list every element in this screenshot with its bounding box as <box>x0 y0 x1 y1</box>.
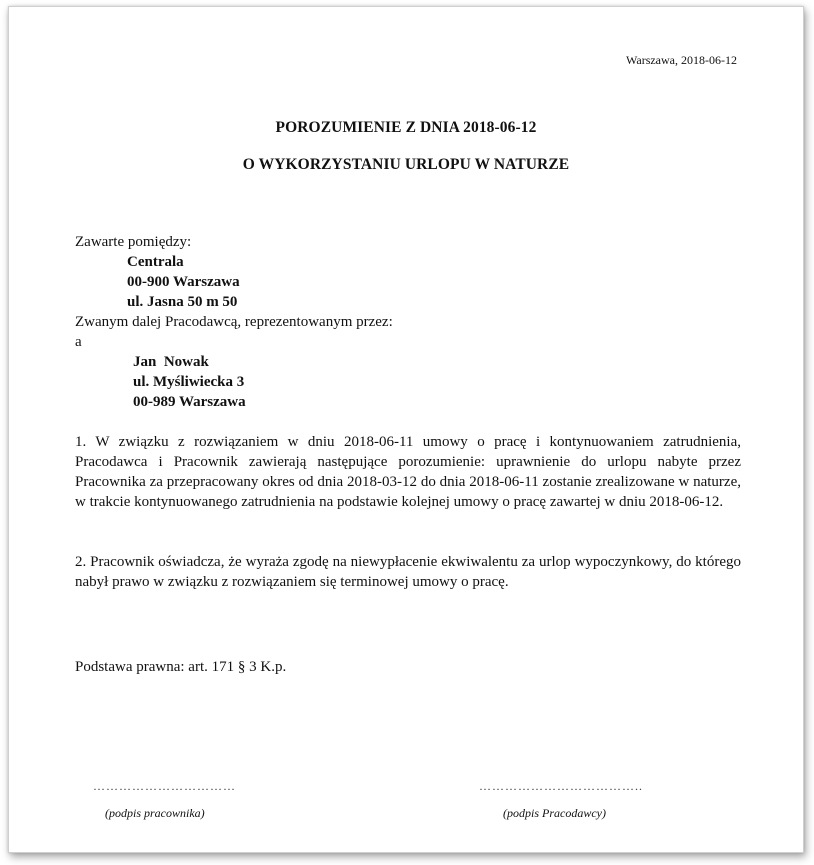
legal-basis: Podstawa prawna: art. 171 § 3 K.p. <box>75 659 287 675</box>
employer-description: Zwanym dalej Pracodawcą, reprezentowanym przez: <box>75 314 393 330</box>
document-page <box>8 6 804 853</box>
employee-signature-label: (podpis pracownika) <box>105 806 205 820</box>
conjunction: a <box>75 334 82 350</box>
employer-name: Centrala <box>127 254 184 270</box>
employer-street: ul. Jasna 50 m 50 <box>127 294 238 310</box>
employee-signature-line: …………………………… <box>93 779 236 793</box>
document-subtitle: O WYKORZYSTANIU URLOPU W NATURZE <box>242 156 570 173</box>
clause-1: 1. W związku z rozwiązaniem w dniu 2018-06-11 umowy o pracę i kontynuowaniem zatrudnienia, Pracodawca i Pracownik zawierają następujące porozumienie: uprawnienie do urlopu nabyte przez Pracownika za przepracowany okres od dnia 2018-03-12 do dnia 2018-06-11 zostanie zrealizowane w naturze, w trakcie kontynuowanego zatrudnienia na podstawie kolejnej umowy o pracę zawartej w dniu 2018-06-12. <box>75 434 741 510</box>
parties-intro: Zawarte pomiędzy: <box>75 234 192 250</box>
employee-name: Jan Nowak <box>133 354 209 370</box>
place-date: Warszawa, 2018-06-12 <box>626 53 737 67</box>
employer-city: 00-900 Warszawa <box>127 274 240 290</box>
employer-signature-label: (podpis Pracodawcy) <box>503 806 606 820</box>
document-title: POROZUMIENIE Z DNIA 2018-06-12 <box>275 119 537 136</box>
employee-city: 00-989 Warszawa <box>133 394 246 410</box>
clause-2: 2. Pracownik oświadcza, że wyraża zgodę na niewypłacenie ekwiwalentu za urlop wypoczynkowy, do którego nabył prawo w związku z rozwiązaniem się terminowej umowy o pracę. <box>75 554 741 590</box>
employer-signature-line: ……………………………….. <box>479 779 643 793</box>
employee-street: ul. Myśliwiecka 3 <box>133 374 245 390</box>
